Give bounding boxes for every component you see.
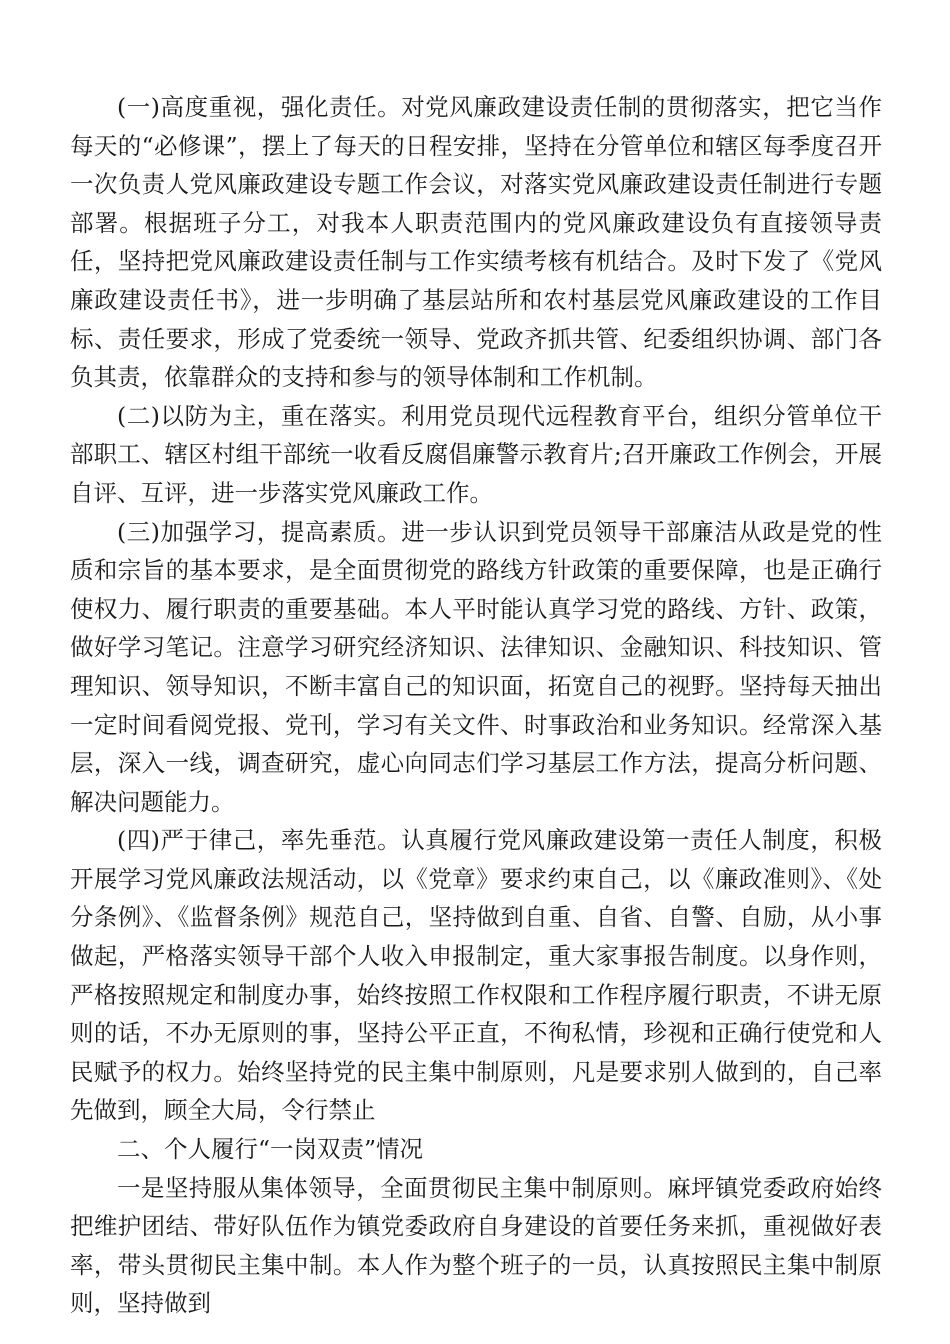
paragraph-learning: (三)加强学习，提高素质。进一步认识到党员领导干部廉洁从政是党的性质和宗旨的基本要求，是全面贯彻党的路线方针政策的重要保障，也是正确行使权力、履行职责的重要基础。本人平时能认真学习党的路线、方针、政策，做好学习笔记。注意学习研究经济知识、法律知识、金融知识、科技知识、管理知识、领导知识，不断丰富自己的知识面，拓宽自己的视野。坚持每天抽出一定时间看阅党报、党刊，学习有关文件、时事政治和业务知识。经常深入基层，深入一线，调查研究，虚心向同志们学习基层工作方法，提高分析问题、解决问题能力。 — [70, 517, 882, 816]
paragraph-self-discipline: (四)严于律己，率先垂范。认真履行党风廉政建设第一责任人制度，积极开展学习党风廉政法规活动，以《党章》要求约束自己，以《廉政准则》、《处分条例》、《监督条例》规范自己，坚持做到自重、自省、自警、自励，从小事做起，严格落实领导干部个人收入申报制定，重大家事报告制度。以身作则，严格按照规定和制度办事，始终按照工作权限和工作程序履行职责，不讲无原则的话，不办无原则的事，坚持公平正直，不徇私情，珍视和正确行使党和人民赋予的权力。始终坚持党的民主集中制原则，凡是要求别人做到的，自己率先做到，顾全大局，令行禁止 — [70, 826, 882, 1125]
section-heading: 二、个人履行“一岗双责”情况 — [117, 1135, 424, 1164]
paragraph-responsibility: (一)高度重视，强化责任。对党风廉政建设责任制的贯彻落实，把它当作每天的“必修课”，摆上了每天的日程安排，坚持在分管单位和辖区每季度召开一次负责人党风廉政建设专题工作会议，对落实党风廉政建设责任制进行专题部署。根据班子分工，对我本人职责范围内的党风廉政建设负有直接领导责任，坚持把党风廉政建设责任制与工作实绩考核有机结合。及时下发了《党风廉政建设责任书》，进一步明确了基层站所和农村基层党风廉政建设的工作目标、责任要求，形成了党委统一领导、党政齐抓共管、纪委组织协调、部门各负其责，依靠群众的支持和参与的领导体制和工作机制。 — [70, 93, 882, 392]
paragraph-collective-leadership: 一是坚持服从集体领导，全面贯彻民主集中制原则。麻坪镇党委政府始终把维护团结、带好队伍作为镇党委政府自身建设的首要任务来抓，重视做好表率，带头贯彻民主集中制。本人作为整个班子的一员，认真按照民主集中制原则，坚持做到 — [70, 1173, 882, 1318]
paragraph-prevention: (二)以防为主，重在落实。利用党员现代远程教育平台，组织分管单位干部职工、辖区村组干部统一收看反腐倡廉警示教育片;召开廉政工作例会，开展自评、互评，进一步落实党风廉政工作。 — [70, 401, 882, 507]
document-body — [70, 88, 882, 1323]
